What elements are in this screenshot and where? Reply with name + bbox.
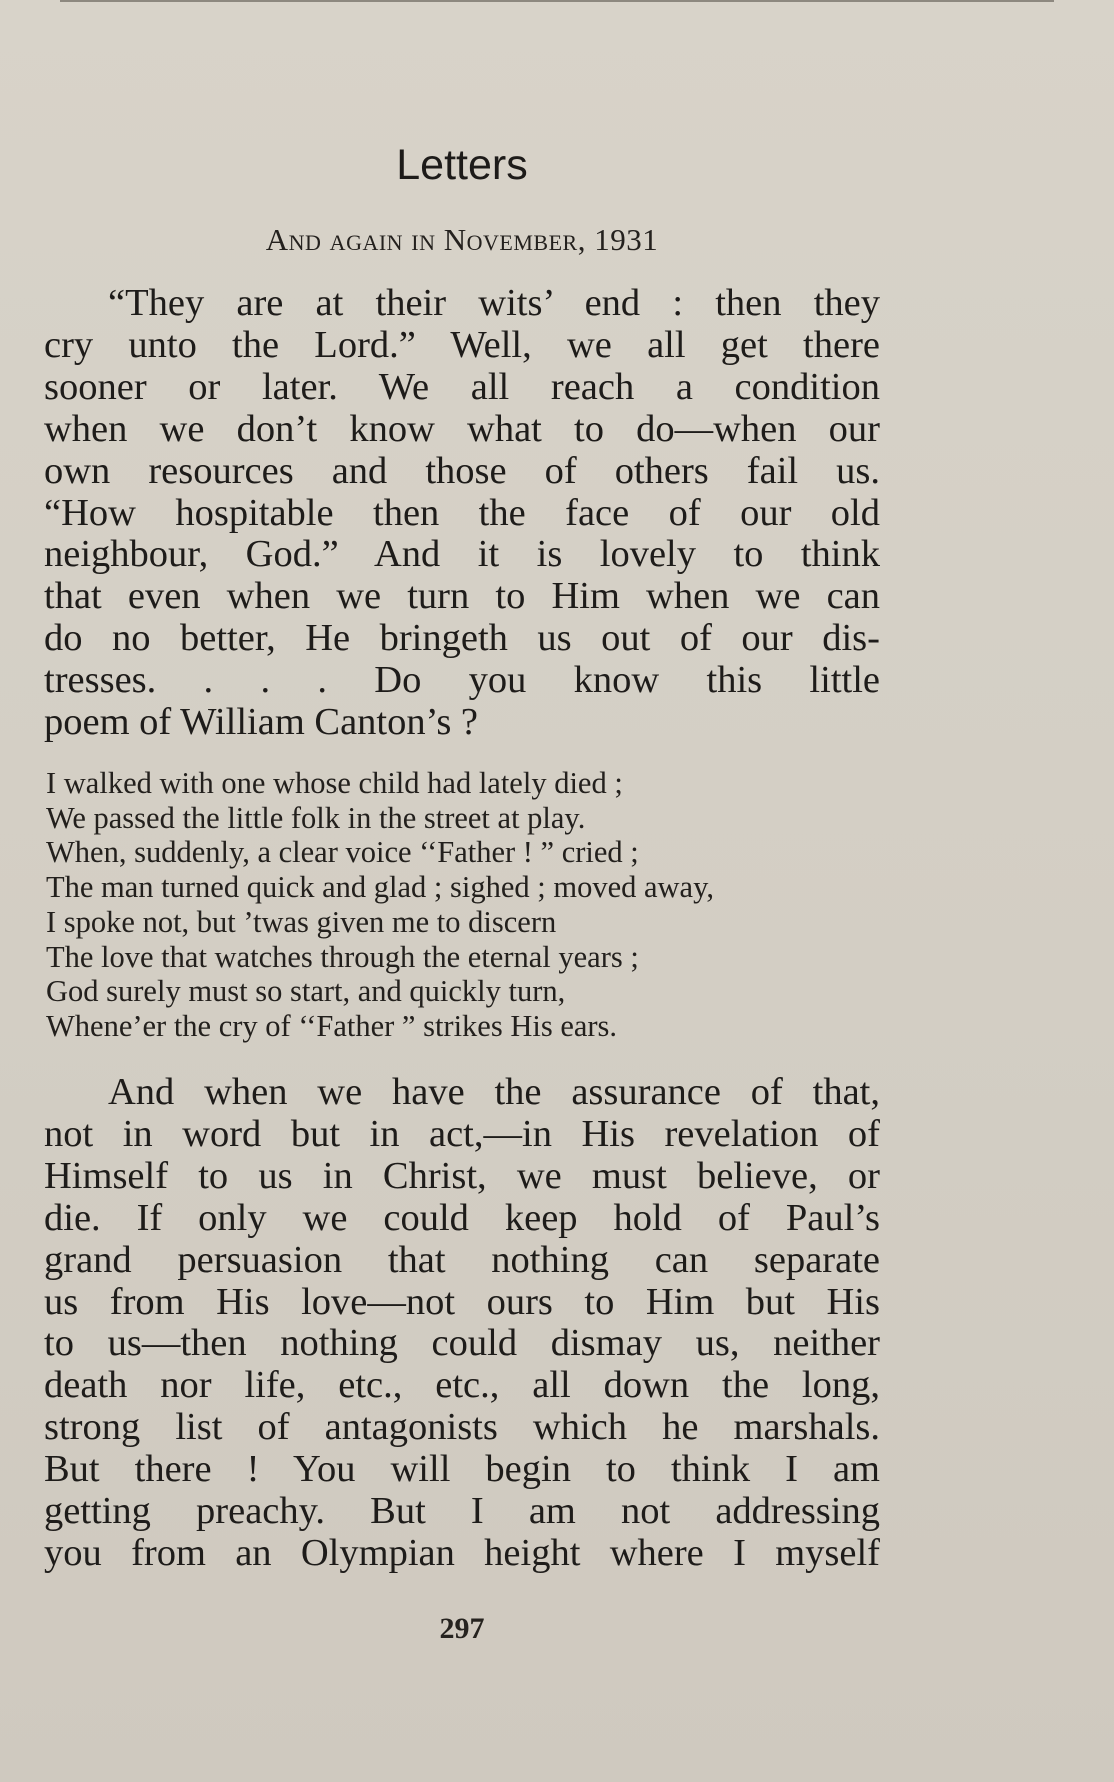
poem-line: I spoke not, but ’twas given me to discern bbox=[46, 904, 557, 939]
running-head: Letters bbox=[396, 141, 528, 189]
text-line: when we don’t know what to do—when our bbox=[44, 407, 880, 450]
text-line: tresses. . . . Do you know this little bbox=[44, 659, 880, 702]
text-line: not in word but in act,—in His revelation of bbox=[44, 1112, 880, 1155]
text-line: grand persuasion that nothing can separate bbox=[44, 1238, 880, 1281]
section-heading: And again in November, 1931 bbox=[265, 222, 659, 257]
poem-line: God surely must so start, and quickly turn, bbox=[46, 974, 566, 1009]
text-line: But there ! You will begin to think I am bbox=[44, 1448, 880, 1491]
text-line: sooner or later. We all reach a condition bbox=[44, 365, 880, 408]
text-line: poem of William Canton’s ? bbox=[44, 701, 479, 744]
text-line: “They are at their wits’ end : then they bbox=[108, 282, 880, 324]
poem-line: I walked with one whose child had lately died ; bbox=[46, 766, 623, 800]
poem-line: When, suddenly, a clear voice ‘‘Father ! ” cried ; bbox=[46, 835, 639, 870]
text-line: you from an Olympian height where I myself bbox=[44, 1531, 880, 1574]
text-line: cry unto the Lord.” Well, we all get there bbox=[44, 323, 880, 366]
poem-line: The love that watches through the eternal years ; bbox=[46, 939, 639, 974]
text-line: own resources and those of others fail us. bbox=[44, 449, 880, 492]
page-number: 297 bbox=[439, 1612, 485, 1645]
text-line: to us—then nothing could dismay us, neither bbox=[44, 1322, 880, 1365]
page-top-edge bbox=[60, 0, 1054, 2]
paragraph-2 bbox=[44, 1072, 880, 1575]
text-line: death nor life, etc., etc., all down the long, bbox=[44, 1364, 880, 1407]
text-line: do no better, He bringeth us out of our dis- bbox=[44, 617, 880, 660]
text-line: Himself to us in Christ, we must believe, or bbox=[44, 1154, 880, 1197]
text-line: strong list of antagonists which he marshals. bbox=[44, 1406, 880, 1449]
paragraph-1 bbox=[44, 283, 880, 744]
text-line: “How hospitable then the face of our old bbox=[44, 491, 880, 534]
poem-line: We passed the little folk in the street at play. bbox=[46, 800, 586, 835]
poem-quotation bbox=[46, 766, 880, 1044]
poem-line: The man turned quick and glad ; sighed ; moved away, bbox=[46, 870, 714, 905]
text-line: die. If only we could keep hold of Paul’s bbox=[44, 1196, 880, 1239]
text-line: And when we have the assurance of that, bbox=[108, 1071, 880, 1113]
text-line: us from His love—not ours to Him but His bbox=[44, 1280, 880, 1323]
text-line: neighbour, God.” And it is lovely to think bbox=[44, 533, 880, 576]
poem-line: Whene’er the cry of ‘‘Father ” strikes His ears. bbox=[46, 1008, 618, 1043]
text-line: getting preachy. But I am not addressing bbox=[44, 1490, 880, 1533]
text-line: that even when we turn to Him when we can bbox=[44, 575, 880, 618]
